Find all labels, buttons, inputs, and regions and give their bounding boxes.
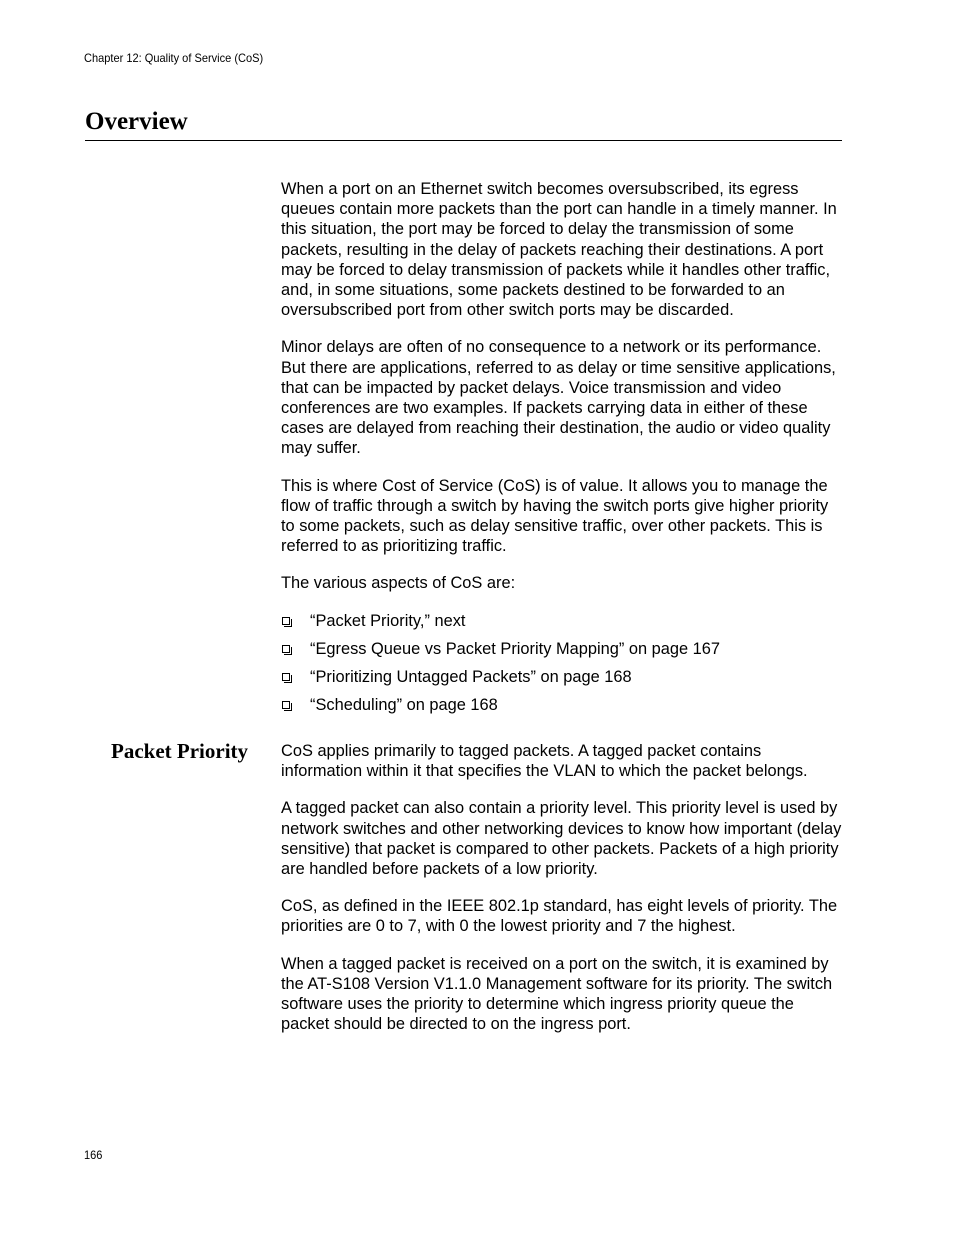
overview-paragraph-1: When a port on an Ethernet switch becomes oversubscribed, its egress queues contain more packets than the port can handle in a timely manner. In this situation, the port may be forced to delay the transmission of some packets, resulting in the delay of packets reaching their destinations. A port may be forced to delay transmission of packets while it handles other traffic, and, in some situations, some packets destined to be forwarded to an oversubscribed port from other switch ports may be discarded. [281, 180, 837, 320]
packet-priority-body [281, 741, 843, 1051]
list-item[interactable] [281, 639, 843, 659]
checkbox-bullet-icon [282, 701, 290, 709]
section-title-overview: Overview [85, 108, 188, 135]
packet-priority-paragraph-3: CoS, as defined in the IEEE 802.1p standard, has eight levels of priority. The priorities are 0 to 7, with 0 the lowest priority and 7 the highest. [281, 897, 838, 936]
packet-priority-paragraph-4: When a tagged packet is received on a port on the switch, it is examined by the AT-S108 Version V1.1.0 Management software for its priority. The switch software uses the priority to determine which ingress priority queue the packet should be directed to on the ingress port. [281, 954, 833, 1034]
overview-paragraph-2: Minor delays are often of no consequence to a network or its performance. But there are applications, referred to as delay or time sensitive applications, that can be impacted by packet delays. Voice transmission and video conferences are two examples. If packets carrying data in either of these cases are delayed from reaching their destination, the audio or video quality may suffer. [281, 338, 836, 458]
title-rule [85, 140, 842, 141]
checkbox-bullet-icon [282, 673, 290, 681]
list-item[interactable] [281, 611, 843, 631]
overview-paragraph-3: This is where Cost of Service (CoS) is of value. It allows you to manage the flow of traffic through a switch by having the switch ports give higher priority to some packets, such as delay sensitive traffic, over other packets. This is referred to as prioritizing traffic. [281, 476, 829, 556]
packet-priority-paragraph-1: CoS applies primarily to tagged packets. A tagged packet contains information within it that specifies the VLAN to which the packet belongs. [281, 742, 808, 781]
checkbox-bullet-icon [282, 617, 290, 625]
cross-reference-link[interactable]: “Egress Queue vs Packet Priority Mapping” on page 167 [310, 639, 720, 658]
subsection-title-packet-priority: Packet Priority [111, 739, 249, 763]
list-item[interactable] [281, 695, 843, 715]
cos-aspects-list [281, 611, 843, 715]
list-item[interactable] [281, 667, 843, 687]
running-header: Chapter 12: Quality of Service (CoS) [84, 51, 264, 65]
checkbox-bullet-icon [282, 645, 290, 653]
page-number: 166 [84, 1148, 103, 1162]
packet-priority-paragraph-2: A tagged packet can also contain a priority level. This priority level is used by network switches and other networking devices to know how important (delay sensitive) that packet is compared to other packets. Packets of a high priority are handled before packets of a low priority. [281, 799, 842, 879]
overview-body [281, 179, 843, 723]
overview-paragraph-4: The various aspects of CoS are: [281, 574, 516, 593]
cross-reference-link[interactable]: “Packet Priority,” next [310, 611, 466, 630]
cross-reference-link[interactable]: “Scheduling” on page 168 [310, 695, 498, 714]
cross-reference-link[interactable]: “Prioritizing Untagged Packets” on page 168 [310, 667, 632, 686]
